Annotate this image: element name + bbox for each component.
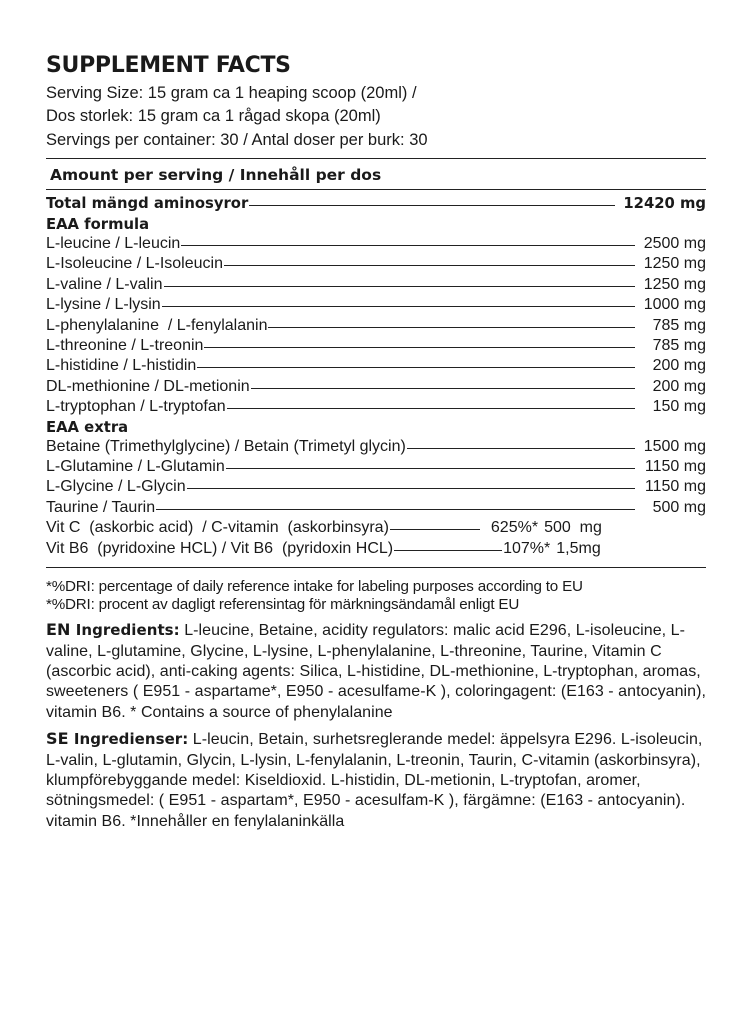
ingredients-en-text: L-leucine, Betaine, acidity regulators: malic acid E296, L-isoleucine, L-valine, L-glutamine, Glycine, L-lysine, L-phenylalanine, L-threonine, Taurine, Vitamin C (ascorbic acid), anti-caking agents: Silica, L-histidine, DL-methionine, L-tryptophan, aromas, sweeteners ( E951 - aspartame*, E950 - acesulfame-K ), coloringagent: (E163 - antocyanin), vitamin B6. * Contains a source of phenylalanine: [46, 622, 706, 721]
amount-per-serving-header: Amount per serving / Innehåll per dos: [50, 166, 382, 184]
nutrient-row: [46, 477, 706, 497]
leader-line: [224, 265, 635, 266]
nutrient-amount: 1,5mg: [556, 539, 601, 557]
leader-line: [249, 205, 615, 206]
nutrient-name: L-phenylalanine / L-fenylalanin: [46, 316, 268, 334]
language-code-en: EN: [46, 620, 71, 640]
ingredients-en-label: Ingredients:: [75, 621, 180, 640]
dri-notes: [46, 578, 706, 614]
nutrient-name: Betaine (Trimethylglycine) / Betain (Trimetyl glycin): [46, 437, 406, 455]
leader-line: [226, 468, 635, 469]
nutrient-amount: 1500 mg: [643, 437, 706, 455]
leader-line: [251, 388, 635, 389]
nutrient-row: [46, 234, 706, 254]
leader-line: [390, 529, 480, 530]
nutrient-row: [46, 498, 706, 518]
leader-line: [187, 488, 635, 489]
divider-top: [46, 158, 706, 159]
serving-size-en: Serving Size: 15 gram ca 1 heaping scoop (20ml) /: [46, 84, 417, 102]
leader-line: [197, 367, 635, 368]
nutrient-name: Taurine / Taurin: [46, 498, 156, 516]
page-title: SUPPLEMENT FACTS: [46, 53, 291, 78]
nutrient-amount: 150 mg: [652, 398, 706, 416]
serving-info: [46, 82, 706, 152]
vitamin-row: [46, 539, 706, 559]
nutrient-name: Vit B6 (pyridoxine HCL) / Vit B6 (pyridoxin HCL): [46, 539, 394, 557]
leader-line: [164, 286, 636, 287]
total-amino-acids-label: Total mängd aminosyror: [46, 195, 249, 212]
eaa-extra-heading: EAA extra: [46, 418, 129, 436]
leader-line: [156, 509, 635, 510]
eaa-extra-list: [46, 437, 706, 559]
eaa-formula-heading: EAA formula: [46, 216, 150, 233]
nutrient-amount: 785 mg: [652, 316, 706, 334]
nutrient-amount: 1150 mg: [644, 478, 706, 496]
nutrient-amount: 1250 mg: [643, 255, 706, 273]
leader-line: [204, 347, 635, 348]
ingredients-se-label: Ingredienser:: [73, 730, 189, 749]
leader-line: [268, 327, 635, 328]
nutrient-amount: 200 mg: [652, 377, 706, 395]
leader-line: [407, 448, 635, 449]
nutrient-amount: 1250 mg: [643, 275, 706, 293]
nutrient-name: DL-methionine / DL-metionin: [46, 377, 250, 395]
nutrient-amount: 200 mg: [652, 357, 706, 375]
nutrient-row: [46, 295, 706, 315]
nutrient-row: [46, 316, 706, 336]
serving-size-se: Dos storlek: 15 gram ca 1 rågad skopa (20ml): [46, 107, 381, 125]
nutrient-name: L-lysine / L-lysin: [46, 296, 161, 314]
nutrient-row: [46, 254, 706, 274]
nutrient-name: L-tryptophan / L-tryptofan: [46, 398, 226, 416]
nutrient-amount: 1000 mg: [643, 296, 706, 314]
vitamin-row: [46, 518, 706, 538]
nutrient-row: [46, 397, 706, 417]
total-amino-acids-row: [46, 193, 706, 215]
nutrient-row: [46, 356, 706, 376]
nutrient-amount: 500 mg: [544, 519, 602, 537]
nutrient-name: L-valine / L-valin: [46, 275, 163, 293]
nutrient-name: L-Isoleucine / L-Isoleucin: [46, 255, 223, 273]
nutrient-row: [46, 437, 706, 457]
nutrient-row: [46, 377, 706, 397]
leader-line: [181, 245, 635, 246]
nutrient-name: L-histidine / L-histidin: [46, 357, 197, 375]
ingredients-se-heading: [46, 730, 188, 748]
leader-line: [394, 550, 502, 551]
nutrient-name: L-threonine / L-treonin: [46, 337, 204, 355]
leader-line: [162, 306, 635, 307]
ingredients-en: [46, 620, 706, 723]
ingredients-se-text: L-leucin, Betain, surhetsreglerande medel: äppelsyra E296. L-isoleucin, L-valin, L-glutamin, Glycin, L-lysin, L-fenylalanin, L-treonin, Taurin, C-vitamin (askorbinsyra), klumpförebyggande medel: Kiseldioxid. L-histidin, DL-metionin, L-tryptofan, aromer, sötningsmedel: ( E951 - aspartam*, E950 - acesulfam-K ), färgämne: (E163 - antocyanin). vitamin B6. *Innehåller en fenylalaninkälla: [46, 731, 703, 830]
supplement-facts-label: [46, 52, 706, 832]
servings-per-container: Servings per container: 30 / Antal doser per burk: 30: [46, 131, 428, 149]
ingredients-se: [46, 729, 706, 832]
nutrient-amount: 1150 mg: [644, 458, 706, 476]
nutrient-name: L-leucine / L-leucin: [46, 235, 181, 252]
nutrient-name: L-Glycine / L-Glycin: [46, 478, 186, 496]
ingredients-en-heading: [46, 621, 180, 639]
total-amino-acids-value: 12420 mg: [623, 195, 706, 212]
nutrient-row: [46, 457, 706, 477]
nutrient-row: [46, 336, 706, 356]
divider-header: [46, 189, 706, 190]
eaa-formula-list: [46, 234, 706, 418]
divider-bottom: [46, 567, 706, 568]
dri-note-se: *%DRI: procent av dagligt referensintag för märkningsändamål enligt EU: [46, 596, 520, 614]
nutrient-name: L-Glutamine / L-Glutamin: [46, 458, 225, 476]
dri-percent: 107%*: [503, 539, 551, 557]
nutrient-amount: 785 mg: [652, 337, 706, 355]
nutrient-amount: 2500 mg: [643, 235, 706, 252]
leader-line: [227, 408, 635, 409]
nutrient-row: [46, 275, 706, 295]
dri-percent: 625%*: [490, 519, 539, 537]
nutrient-name: Vit C (askorbic acid) / C-vitamin (askorbinsyra): [46, 519, 389, 537]
language-code-se: SE: [46, 729, 69, 749]
dri-note-en: *%DRI: percentage of daily reference intake for labeling purposes according to EU: [46, 578, 583, 596]
nutrient-amount: 500 mg: [652, 498, 706, 516]
